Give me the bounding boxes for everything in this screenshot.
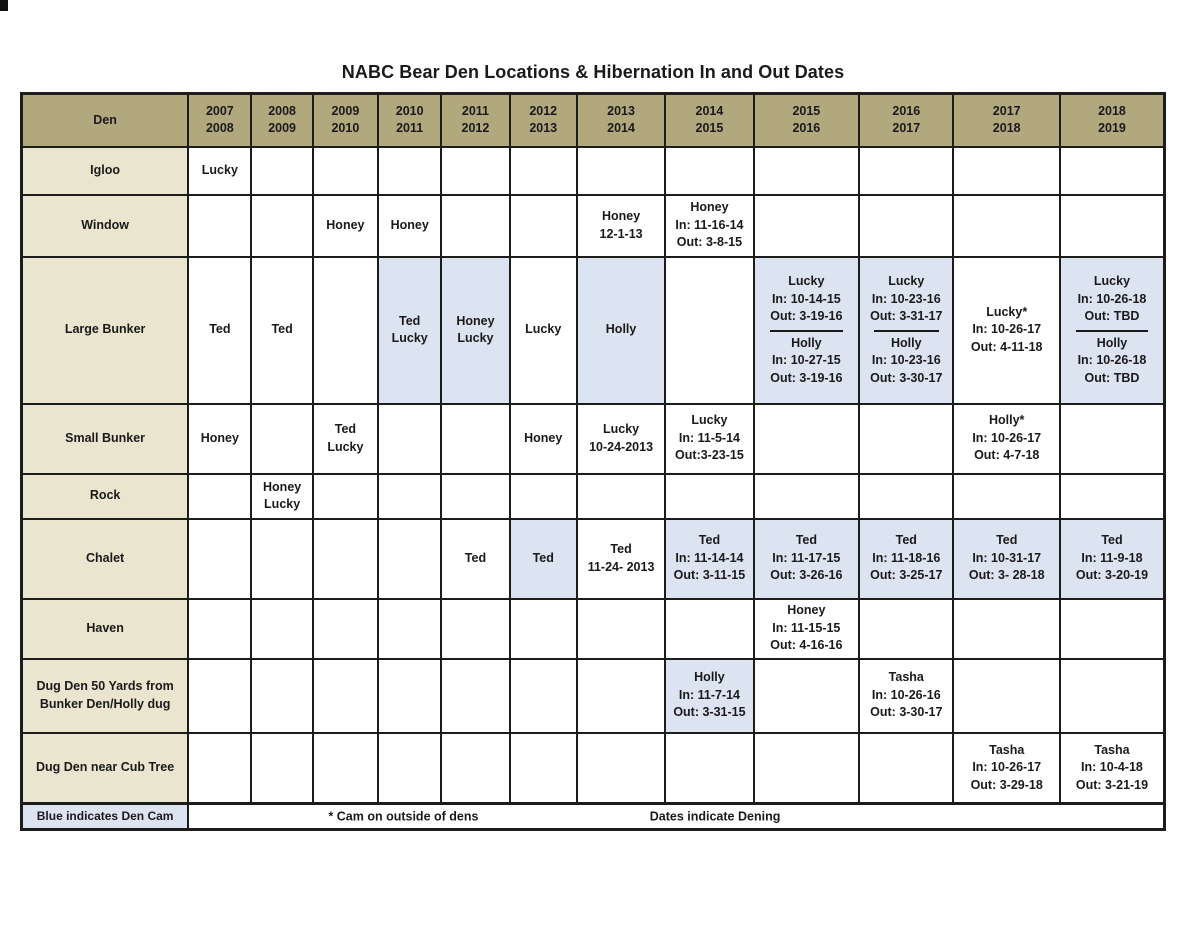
den-table <box>20 92 1166 831</box>
cell-line: Holly <box>891 335 922 350</box>
den-name-cell <box>22 257 189 404</box>
year-cell <box>510 659 577 733</box>
year-cell <box>754 733 859 804</box>
year-label: 2017 <box>892 121 921 136</box>
year-cell <box>188 147 251 195</box>
cell-line: 10-24-2013 <box>589 439 654 454</box>
den-name-line: Dug Den 50 Yards from <box>36 679 174 693</box>
cell-line: In: 11-9-18 <box>1081 550 1143 565</box>
year-cell <box>859 404 953 474</box>
year-label: 2017 <box>992 103 1021 118</box>
year-header-cell-2013 <box>577 94 665 147</box>
year-cell <box>441 659 509 733</box>
year-cell <box>313 257 378 404</box>
year-header-cell-2007 <box>188 94 251 147</box>
year-header-cell-2016 <box>859 94 953 147</box>
year-cell <box>953 147 1059 195</box>
den-name-line: Bunker Den/Holly dug <box>39 696 171 711</box>
den-row <box>22 474 1165 519</box>
year-cell <box>754 404 859 474</box>
cell-line: Out: 3- 28-18 <box>968 568 1045 583</box>
year-cell <box>313 519 378 599</box>
year-label: 2011 <box>396 121 424 136</box>
legend-cell: Blue indicates Den Cam <box>22 804 189 830</box>
year-label: 2018 <box>992 121 1021 136</box>
year-cell <box>859 474 953 519</box>
year-cell <box>859 599 953 659</box>
year-cell <box>441 257 509 404</box>
dates-denning-note: Dates indicate Dening <box>649 808 781 823</box>
den-name-cell <box>22 147 189 195</box>
year-cell <box>510 599 577 659</box>
year-cell <box>859 195 953 257</box>
cell-line: Lucky <box>327 439 364 454</box>
year-label: 2014 <box>695 103 724 118</box>
den-name-line: Chalet <box>86 550 125 565</box>
year-cell <box>441 733 509 804</box>
den-row <box>22 599 1165 659</box>
cell-line: Ted <box>895 533 917 548</box>
cell-divider <box>1076 330 1147 332</box>
year-cell <box>953 659 1059 733</box>
year-cell <box>510 195 577 257</box>
year-header-cell-2008 <box>251 94 312 147</box>
year-cell <box>510 733 577 804</box>
year-header-cell-2009 <box>313 94 378 147</box>
den-row <box>22 659 1165 733</box>
year-cell <box>378 195 441 257</box>
cell-line: Out: 3-31-15 <box>673 705 746 720</box>
cell-line: In: 10-31-17 <box>972 550 1042 565</box>
year-cell <box>378 474 441 519</box>
year-cell <box>251 659 312 733</box>
year-cell <box>1060 195 1165 257</box>
den-name-cell <box>22 404 189 474</box>
year-cell <box>188 474 251 519</box>
year-label: 2015 <box>792 103 821 118</box>
cell-line: Out: 3-25-17 <box>870 568 943 583</box>
year-label: 2018 <box>1098 103 1126 118</box>
year-cell <box>313 147 378 195</box>
year-label: 2013 <box>529 121 558 136</box>
year-cell <box>754 599 859 659</box>
cell-line: 12-1-13 <box>599 226 643 241</box>
cell-line: Lucky <box>264 497 301 511</box>
year-label: 2015 <box>695 121 724 136</box>
cell-line: Honey <box>601 209 641 223</box>
den-name-line: Small Bunker <box>65 430 146 445</box>
cell-line: Out: 3-29-18 <box>970 777 1043 792</box>
cell-line: Ted <box>610 542 632 556</box>
year-cell <box>378 659 441 733</box>
year-cell <box>441 599 509 659</box>
year-cell <box>953 474 1059 519</box>
year-cell <box>378 599 441 659</box>
year-label: 2014 <box>607 121 635 136</box>
year-cell <box>859 147 953 195</box>
cell-line: In: 10-26-17 <box>972 430 1042 445</box>
year-cell <box>665 257 753 404</box>
den-row <box>22 519 1165 599</box>
cell-line: Honey <box>456 313 495 328</box>
year-label: 2008 <box>268 103 297 118</box>
table-head <box>22 94 1165 147</box>
year-cell <box>577 257 665 404</box>
den-header-cell <box>22 94 189 147</box>
cell-line: Ted <box>996 533 1018 548</box>
cell-line: Out: 3-8-15 <box>676 235 743 250</box>
year-cell <box>953 257 1059 404</box>
year-cell <box>665 659 753 733</box>
year-header-cell-2018 <box>1060 94 1165 147</box>
cell-line: Ted <box>795 533 817 548</box>
year-cell <box>251 519 312 599</box>
cell-line: Honey <box>787 603 826 618</box>
footer-notes-cell <box>188 804 1164 830</box>
year-label: 2019 <box>1098 121 1126 136</box>
cell-line: Holly <box>1096 335 1128 350</box>
year-cell <box>510 519 577 599</box>
year-cell <box>665 733 753 804</box>
cell-line: Ted <box>334 422 357 436</box>
cell-line: Ted <box>209 322 231 337</box>
cell-line: Holly <box>791 335 822 350</box>
year-header-cell-2011 <box>441 94 509 147</box>
year-cell <box>754 195 859 257</box>
den-header-label: Den <box>93 112 117 127</box>
year-cell <box>188 599 251 659</box>
header-row <box>22 94 1165 147</box>
year-cell <box>754 519 859 599</box>
year-cell <box>953 404 1059 474</box>
year-cell <box>1060 733 1165 804</box>
year-cell <box>859 519 953 599</box>
cell-line: Out: 3-26-16 <box>770 568 843 583</box>
year-cell <box>251 733 312 804</box>
year-cell <box>859 733 953 804</box>
cell-line: Out: 4-7-18 <box>974 448 1040 463</box>
den-name-line: Dug Den near Cub Tree <box>35 760 175 774</box>
year-cell <box>313 404 378 474</box>
year-cell <box>859 257 953 404</box>
year-header-cell-2015 <box>754 94 859 147</box>
year-cell <box>665 404 753 474</box>
cell-line: Ted <box>464 550 487 565</box>
year-cell <box>251 404 312 474</box>
cell-line: Out: 3-31-17 <box>870 309 943 323</box>
year-cell <box>754 147 859 195</box>
year-label: 2012 <box>529 103 558 118</box>
den-name-cell <box>22 733 189 804</box>
year-cell <box>665 474 753 519</box>
year-cell <box>1060 659 1165 733</box>
cell-line: Tasha <box>989 742 1025 757</box>
cell-line: In: 11-16-14 <box>675 217 744 232</box>
year-cell <box>577 599 665 659</box>
year-cell <box>510 257 577 404</box>
cell-line: Ted <box>271 322 293 337</box>
cell-line: Lucky <box>457 331 494 345</box>
year-label: 2013 <box>607 103 635 118</box>
year-cell <box>313 599 378 659</box>
year-label: 2011 <box>461 103 489 118</box>
year-header-cell-2012 <box>510 94 577 147</box>
scan-artifact <box>0 0 8 11</box>
cell-line: Ted <box>698 533 721 548</box>
cell-divider <box>874 330 939 332</box>
year-cell <box>378 147 441 195</box>
cell-line: In: 10-26-17 <box>972 760 1042 774</box>
cell-line: Holly* <box>988 413 1025 428</box>
year-cell <box>441 474 509 519</box>
cell-line: Out: 4-16-16 <box>770 638 843 653</box>
cell-line: In: 10-23-16 <box>871 353 941 367</box>
cell-line: In: 10-14-15 <box>771 291 841 306</box>
year-cell <box>577 733 665 804</box>
den-name-cell <box>22 195 189 257</box>
year-cell <box>251 195 312 257</box>
den-row <box>22 733 1165 804</box>
cell-line: Lucky <box>888 274 925 288</box>
year-cell <box>188 257 251 404</box>
den-row <box>22 404 1165 474</box>
cell-line: Holly <box>605 322 637 337</box>
year-cell <box>577 147 665 195</box>
year-label: 2016 <box>892 103 921 118</box>
year-cell <box>953 599 1059 659</box>
cell-line: Lucky <box>788 274 825 288</box>
table-foot <box>22 804 1165 830</box>
year-cell <box>1060 404 1165 474</box>
den-name-cell <box>22 599 189 659</box>
year-cell <box>251 257 312 404</box>
den-name-line: Igloo <box>90 162 121 177</box>
year-cell <box>1060 474 1165 519</box>
year-cell <box>188 733 251 804</box>
cell-line: Out: 3-30-17 <box>870 370 943 385</box>
year-label: 2009 <box>268 121 297 136</box>
den-name-line: Haven <box>86 620 124 635</box>
year-cell <box>251 599 312 659</box>
year-cell <box>953 195 1059 257</box>
cell-line: Honey <box>326 217 365 232</box>
cell-line: Out: 3-21-19 <box>1075 777 1149 792</box>
cell-line: In: 10-23-16 <box>871 291 941 306</box>
cell-line: Honey <box>390 217 429 232</box>
year-header-cell-2014 <box>665 94 753 147</box>
cell-line: Lucky <box>391 331 428 345</box>
year-cell <box>953 519 1059 599</box>
cell-line: Out: 3-11-15 <box>673 568 746 583</box>
year-cell <box>441 195 509 257</box>
year-header-cell-2010 <box>378 94 441 147</box>
cell-line: Lucky* <box>986 304 1028 319</box>
cell-line: Out: TBD <box>1084 309 1140 323</box>
cell-line: Out: TBD <box>1084 370 1140 385</box>
year-cell <box>188 195 251 257</box>
year-cell <box>188 659 251 733</box>
cell-line: In: 10-4-18 <box>1081 760 1143 774</box>
year-cell <box>441 519 509 599</box>
year-cell <box>378 519 441 599</box>
cell-line: Lucky <box>525 322 562 337</box>
cell-line: In: 10-26-18 <box>1077 353 1147 367</box>
cell-line: Honey <box>200 430 239 445</box>
cell-line: In: 10-26-18 <box>1077 291 1147 306</box>
year-cell <box>510 404 577 474</box>
den-name-line: Large Bunker <box>64 322 146 337</box>
year-cell <box>1060 147 1165 195</box>
year-cell <box>754 474 859 519</box>
cell-line: Out: 3-19-16 <box>770 370 843 385</box>
year-cell <box>1060 257 1165 404</box>
year-cell <box>577 404 665 474</box>
year-cell <box>313 659 378 733</box>
cell-line: Lucky <box>602 422 640 436</box>
year-cell <box>251 474 312 519</box>
year-cell <box>441 404 509 474</box>
year-cell <box>378 257 441 404</box>
cell-line: Out:3-23-15 <box>675 448 744 463</box>
cell-line: Out: 3-20-19 <box>1075 568 1149 583</box>
cell-line: 11-24- 2013 <box>587 559 655 574</box>
year-cell <box>577 659 665 733</box>
cell-line: Ted <box>1101 533 1123 548</box>
cell-line: In: 10-26-17 <box>972 322 1042 337</box>
year-cell <box>188 519 251 599</box>
year-cell <box>665 599 753 659</box>
year-cell <box>313 733 378 804</box>
cell-line: In: 11-5-14 <box>678 430 740 445</box>
cell-line: In: 10-26-16 <box>871 687 941 702</box>
cell-line: Out: 4-11-18 <box>970 339 1043 354</box>
year-cell <box>577 474 665 519</box>
year-cell <box>1060 519 1165 599</box>
cell-line: In: 10-27-15 <box>771 353 841 367</box>
den-name-line: Window <box>81 217 129 232</box>
year-cell <box>441 147 509 195</box>
den-name-cell <box>22 474 189 519</box>
year-label: 2010 <box>395 103 424 118</box>
year-header-cell-2017 <box>953 94 1059 147</box>
cell-line: Holly <box>694 670 725 685</box>
cell-line: Honey <box>524 430 563 445</box>
year-cell <box>251 147 312 195</box>
year-cell <box>665 519 753 599</box>
year-cell <box>1060 599 1165 659</box>
cell-line: Lucky <box>1093 274 1131 288</box>
cell-line: Honey <box>263 479 302 494</box>
cell-line: Lucky <box>691 413 728 428</box>
year-label: 2012 <box>461 121 490 136</box>
den-row <box>22 195 1165 257</box>
cell-line: Out: 3-19-16 <box>770 309 843 323</box>
year-cell <box>953 733 1059 804</box>
den-row <box>22 257 1165 404</box>
cell-line: Lucky <box>201 162 238 177</box>
den-name-cell <box>22 659 189 733</box>
year-cell <box>577 195 665 257</box>
year-cell <box>859 659 953 733</box>
year-cell <box>754 659 859 733</box>
cell-line: In: 11-17-15 <box>772 550 841 565</box>
year-cell <box>188 404 251 474</box>
table-body <box>22 147 1165 804</box>
cell-line: Out: 3-30-17 <box>870 705 943 720</box>
year-cell <box>577 519 665 599</box>
year-label: 2008 <box>205 121 234 136</box>
year-cell <box>378 733 441 804</box>
year-cell <box>510 147 577 195</box>
cam-outside-note: * Cam on outside of dens <box>328 808 479 823</box>
den-row <box>22 147 1165 195</box>
cell-line: In: 11-14-14 <box>675 550 744 565</box>
year-cell <box>510 474 577 519</box>
year-label: 2007 <box>205 103 234 118</box>
cell-divider <box>770 330 842 332</box>
year-cell <box>665 147 753 195</box>
year-label: 2010 <box>331 121 360 136</box>
year-label: 2009 <box>331 103 360 118</box>
page-title: NABC Bear Den Locations & Hibernation In and Out Dates <box>341 62 845 82</box>
year-cell <box>313 474 378 519</box>
cell-line: Tasha <box>1094 742 1130 757</box>
cell-line: Tasha <box>888 670 924 685</box>
cell-line: Honey <box>690 200 729 215</box>
cell-line: Ted <box>399 313 421 328</box>
cell-line: In: 11-7-14 <box>678 687 740 702</box>
cell-line: In: 11-18-16 <box>872 550 941 565</box>
den-name-cell <box>22 519 189 599</box>
cell-line: In: 11-15-15 <box>772 620 841 635</box>
year-cell <box>754 257 859 404</box>
year-cell <box>378 404 441 474</box>
footer-row <box>22 804 1165 830</box>
den-name-line: Rock <box>89 488 121 503</box>
cell-line: Ted <box>532 550 554 565</box>
year-cell <box>313 195 378 257</box>
year-label: 2016 <box>792 121 821 136</box>
year-cell <box>665 195 753 257</box>
